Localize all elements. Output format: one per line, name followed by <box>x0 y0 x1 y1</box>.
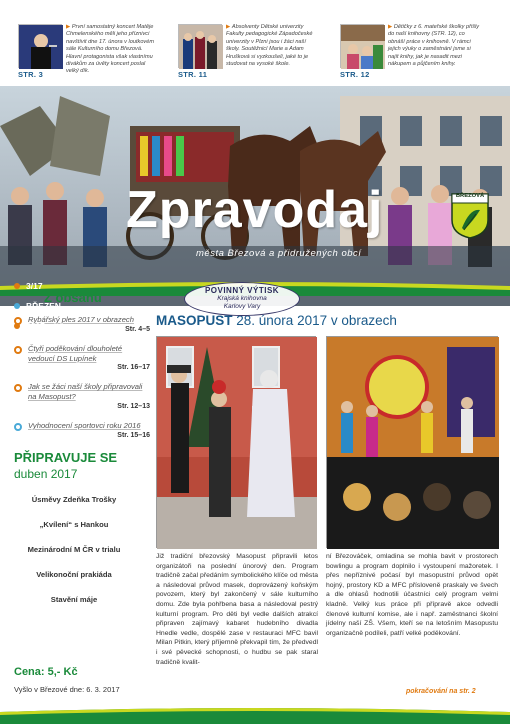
teaser-2[interactable] <box>160 6 320 80</box>
photo-1-illustration <box>157 337 317 549</box>
teaser-strip <box>0 0 510 86</box>
issue-number: 3/17 <box>26 281 43 291</box>
teaser-1[interactable] <box>0 6 160 80</box>
masopust-photo-1 <box>156 336 316 548</box>
teaser-3[interactable] <box>322 6 482 80</box>
toc-item[interactable] <box>14 421 150 439</box>
toc-page: Str. 4–5 <box>125 325 150 333</box>
teaser-text-2: ▶ Absolventy Dětské univerzity Fakulty pedagogické Západočeské univerzity v Plzni jsou i žáci naší školy. Soutěžnicí Marie a Adam Hrušková si vyzkoušeli, jaké to je studovat na vysoké škole. <box>226 24 313 68</box>
toc-title[interactable]: Vyhodnocení sportovci roku 2016 <box>28 420 141 430</box>
headline-bold: MASOPUST <box>156 313 233 328</box>
price-label: Cena: 5,- Kč <box>14 666 78 678</box>
toc-item[interactable] <box>14 382 150 410</box>
teaser-text-1: ▶ První samostatný koncert Matěje Chmelenského měli jeho příznivci navštívit dne 17. února v loutkovém sále Kulturního domu Březová. Hlavní protagonista však vlastnímu divákům za úvěty koncert poslal velký dík. <box>66 24 154 75</box>
teaser-photo-2 <box>178 24 222 68</box>
masthead-title: Zpravodaj <box>126 181 384 239</box>
toc-page: Str. 15–16 <box>117 431 150 439</box>
month-dot-icon <box>14 303 20 309</box>
stamp-line-2: Krajská knihovna <box>217 295 267 302</box>
issue-date: Vyšlo v Březové dne: 6. 3. 2017 <box>14 685 120 694</box>
toc-item[interactable] <box>14 344 150 372</box>
legal-deposit-stamp <box>184 282 300 316</box>
toc-title[interactable]: Rybářský ples 2017 v obrazech <box>28 315 134 324</box>
masopust-photo-2 <box>326 336 498 548</box>
headline-rest: 28. února 2017 v obrazech <box>232 313 397 328</box>
issue-info <box>14 276 68 336</box>
article-column-2: ní Březováček, omladina se mohla bavit v prostorech bowlingu a program doplnilo i vystoupení mažoretek. I přes nepříznivé počasí byl masopustní průvod opět hojný, prostory KD a MFC přísloveně praskaly ve švech a dle ohlasů hodnotili účastníci celý program velmi kladně. Velký kus práce při přípravě akce odvedli členové kulturní komise, ale i např. zaměstnanci školní jídelny naší ZŠ. Všem, kteří se na letošním Masopustu organizačně podíleli, patří velké poděkování. <box>326 553 498 637</box>
teaser-text-3: ▶ Dětičky z 6. mateřské školky přišly do naší knihovny (STR. 12), co obnáší práce v knihovně. V rámci jejich výuky o zaměstnání jsme si najít knihy, jak je nasadit mezi nákupem a půjčením knihy. <box>388 24 480 68</box>
toc-heading: Z obsahu <box>44 290 102 305</box>
teaser-page-3: STR. 12 <box>340 70 370 79</box>
continued-link[interactable]: pokračování na str. 2 <box>406 688 476 695</box>
toc-title[interactable]: Čtyři poděkování dlouholeté vedoucí DS Lupínek <box>28 343 123 363</box>
toc-bullet-icon <box>14 346 22 354</box>
teaser-page-2: STR. 11 <box>178 70 208 79</box>
toc-bullet-icon <box>14 384 22 392</box>
bottom-band <box>0 704 510 724</box>
town-crest-icon <box>450 192 490 240</box>
event-item: „Kvílení“ s Hankou <box>39 519 109 529</box>
left-column <box>14 290 150 620</box>
upcoming-heading: PŘIPRAVUJE SE <box>14 449 118 465</box>
teaser-photo-1 <box>18 24 62 68</box>
photo-2-illustration <box>327 337 499 549</box>
teaser-photo-3 <box>340 24 384 68</box>
event-item: Stavění máje <box>50 594 98 604</box>
stamp-line-1: POVINNÝ VÝTISK <box>204 286 280 295</box>
event-item: Mezinárodní M ČR v trialu <box>27 544 121 554</box>
article-headline <box>156 312 506 330</box>
year-dot-icon <box>14 323 20 329</box>
article-column-1: Již tradiční březovský Masopust připravili letos organizátoři na poslední únorový den. Program tradičně začal předáním symbolického klíče od města a následoval průvod masek, doprovázený koňským povozem, který byl zakončený v sále kulturního domu. Zde byla pohřbena basa a následoval pestrý kulturní program. Pro děti byl vedle dalších atrakcí připraven zajímavý kabaret hudebního divadla Hnedle vedle, dospělé zase v restauraci MFC bavil Milan Pitkin, který příjemně překvapil tím, že předvedl i své pěvecké schopnosti, o hudbu se pak staral tradičně kvalit- <box>156 553 318 666</box>
crest-label: BŘEZOVÁ <box>455 193 485 199</box>
masthead-subtitle: města Březová a přidružených obcí <box>196 248 362 259</box>
event-item: Úsměvy Zdeňka Trošky <box>31 494 117 504</box>
issue-month: BŘEZEN <box>26 301 61 311</box>
event-item: Velikonoční prakiáda <box>36 569 112 579</box>
toc-title[interactable]: Jak se žáci naší školy připravovali na Masopust? <box>28 382 143 402</box>
issue-dot-icon <box>14 283 20 289</box>
teaser-page-1: STR. 3 <box>18 70 44 79</box>
toc-page: Str. 16–17 <box>117 364 150 372</box>
issue-year: 2017 <box>26 321 45 331</box>
toc-bullet-icon <box>14 423 22 431</box>
upcoming-month: duben 2017 <box>14 466 78 481</box>
stamp-line-3: Karlovy Vary <box>223 303 261 310</box>
toc-page: Str. 12–13 <box>117 402 150 410</box>
upcoming-events <box>14 495 134 604</box>
